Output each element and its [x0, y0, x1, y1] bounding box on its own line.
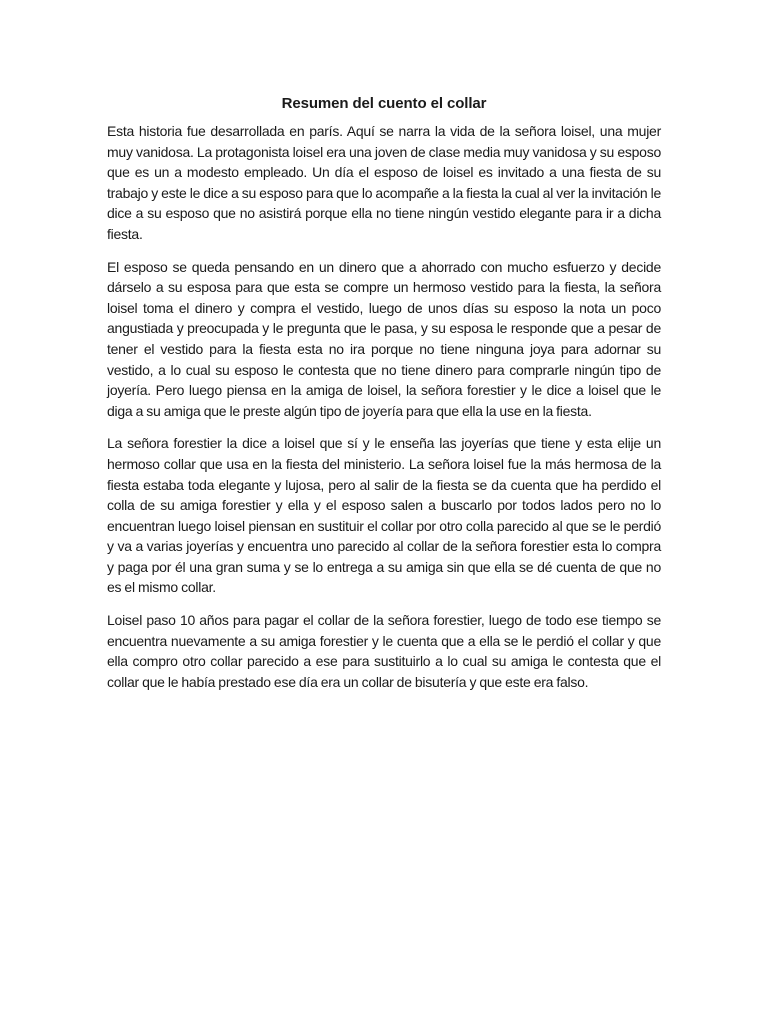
document-body [107, 121, 661, 692]
paragraph-1: Esta historia fue desarrollada en parís. Aquí se narra la vida de la señora loisel, una mujer muy vanidosa. La protagonista loisel era una joven de clase media muy vanidosa y su esposo que es un a modesto empleado. Un día el esposo de loisel es invitado a una fiesta de su trabajo y este le dice a su esposo para que lo acompañe a la fiesta la cual al ver la invitación le dice a su esposo que no asistirá porque ella no tiene ningún vestido elegante para ir a dicha fiesta. [107, 123, 661, 242]
paragraph-2: El esposo se queda pensando en un dinero que a ahorrado con mucho esfuerzo y decide dárselo a su esposa para que esta se compre un hermoso vestido para la fiesta, la señora loisel toma el dinero y compra el vestido, luego de unos días su esposo la nota un poco angustiada y preocupada y le pregunta que le pasa, y su esposa le responde que a pesar de tener el vestido para la fiesta esta no ira porque no tiene ninguna joya para adornar su vestido, a lo cual su esposo le contesta que no tiene dinero para comprarle ningún tipo de joyería. Pero luego piensa en la amiga de loisel, la señora forestier y le dice a loisel que le diga a su amiga que le preste algún tipo de joyería para que ella la use en la fiesta. [107, 258, 661, 419]
document-title: Resumen del cuento el collar [281, 95, 487, 112]
paragraph-3: La señora forestier la dice a loisel que sí y le enseña las joyerías que tiene y esta elije un hermoso collar que usa en la fiesta del ministerio. La señora loisel fue la más hermosa de la fiesta estaba toda elegante y lujosa, pero al salir de la fiesta se da cuenta que ha perdido el colla de su amiga forestier y ella y el esposo salen a buscarlo por todos lados pero no lo encuentran luego loisel piensan en sustituir el collar por otro colla parecido al que se le perdió y va a varias joyerías y encuentra uno parecido al collar de la señora forestier esta lo compra y paga por él una gran suma y se lo entrega a su amiga sin que ella se dé cuenta de que no es el mismo collar. [107, 435, 661, 596]
paragraph-4: Loisel paso 10 años para pagar el collar de la señora forestier, luego de todo ese tiempo se encuentra nuevamente a su amiga forestier y le cuenta que a ella se le perdió el collar y que ella compro otro collar parecido a ese para sustituirlo a lo cual su amiga le contesta que el collar que le había prestado ese día era un collar de bisutería y que este era falso. [107, 612, 661, 690]
